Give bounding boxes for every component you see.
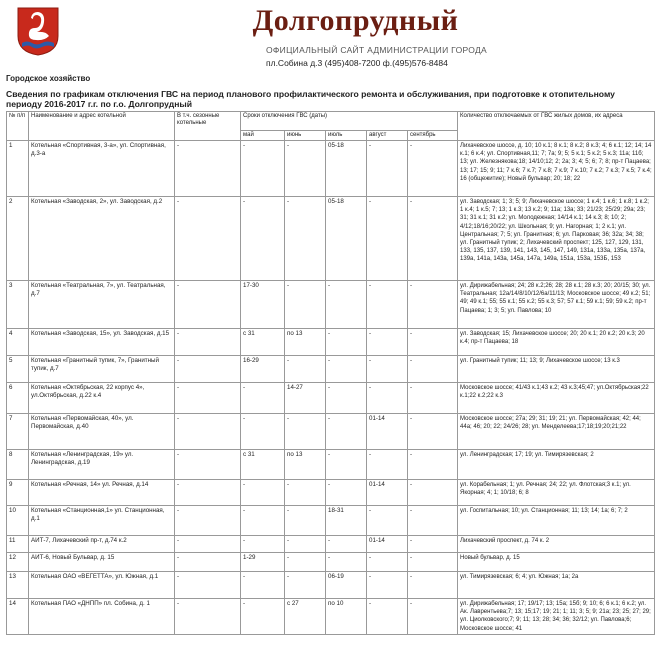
cell-seasonal: - [175,414,241,450]
table-row [7,599,655,635]
cell-may: - [241,572,285,599]
cell-sep: - [408,572,458,599]
cell-sep: - [408,281,458,329]
cell-buildings: Московское шоссе; 41/43 к.1;43 к.2; 43 к.3;45;47; ул.Октябрьская;22 к.1;22 к.2;22 к.3 [458,383,655,414]
cell-sep: - [408,480,458,506]
cell-jul: 05-18 [326,141,367,197]
cell-may: - [241,141,285,197]
cell-name: Котельная «Театральная, 7», ул. Театральная, д.7 [29,281,175,329]
cell-seasonal: - [175,281,241,329]
header-month: август [367,131,408,141]
cell-jun: - [285,281,326,329]
cell-jul: - [326,281,367,329]
header-num: № п/п [7,112,29,141]
table-row [7,197,655,281]
cell-name: Котельная «Заводская, 2», ул. Заводская, д.2 [29,197,175,281]
cell-name: Котельная «Ленинградская, 19» ул. Ленинградская, д.19 [29,450,175,480]
page-heading: Сведения по графикам отключения ГВС на период планового профилактического ремонта и обслуживания, при подготовке к отопительному периоду 2016-2017 г.г. по г.о. Долгопрудный [6,89,615,109]
cell-name: Котельная «Гранитный тупик, 7», Гранитный тупик, д.7 [29,356,175,383]
cell-seasonal: - [175,506,241,536]
cell-buildings: ул. Ленинградская; 17; 19; ул. Тимирязевская; 2 [458,450,655,480]
cell-aug: - [367,356,408,383]
cell-seasonal: - [175,383,241,414]
site-title[interactable]: Долгопрудный [252,4,459,37]
header-month: июль [326,131,367,141]
cell-jun: - [285,553,326,572]
cell-sep: - [408,356,458,383]
cell-aug: 01-14 [367,536,408,553]
cell-num: 6 [7,383,29,414]
cell-aug: - [367,197,408,281]
header-month: сентябрь [408,131,458,141]
cell-num: 1 [7,141,29,197]
cell-aug: 01-14 [367,414,408,450]
cell-seasonal: - [175,572,241,599]
cell-buildings: Новый бульвар, д. 15 [458,553,655,572]
cell-name: Котельная «Речная, 14» ул. Речная, д.14 [29,480,175,506]
cell-sep: - [408,599,458,635]
cell-num: 14 [7,599,29,635]
cell-num: 8 [7,450,29,480]
cell-buildings: ул. Госпитальная; 10; ул. Станционная; 11; 13; 14; 1а; 6; 7; 2 [458,506,655,536]
cell-sep: - [408,536,458,553]
cell-jun: - [285,572,326,599]
site-subtitle: ОФИЦИАЛЬНЫЙ САЙТ АДМИНИСТРАЦИИ ГОРОДА [266,45,488,55]
cell-seasonal: - [175,450,241,480]
cell-seasonal: - [175,356,241,383]
cell-seasonal: - [175,141,241,197]
cell-aug: - [367,572,408,599]
cell-aug: - [367,329,408,356]
cell-name: Котельная «Станционная,1» ул. Станционная, д.1 [29,506,175,536]
cell-name: АИТ-7, Лихачевский пр-т, д.74 к.2 [29,536,175,553]
cell-name: Котельная «Октябрьская, 22 корпус 4», ул.Октябрьская, д.22 к.4 [29,383,175,414]
cell-buildings: ул. Заводская; 1; 3; 5; 9; Лихачевское шоссе; 1 к.4; 1 к.6; 1 к.8; 1 к.2; 1 к.4; 1 к.5; 7; 13; 1 к.3; 13 к.2; 9; 11а; 13а; 33; 21/23; 25/29; 29а; 23; 31; 31 к.1; 31 к.2; ул. Молодежная; 14/14 к.1; 14 к.3; 8; 10; 2; 4/12;18/16;20/22; ул. Школьная; 9; ул. Нагорная; 1; 2 к.1; ул. Центральная; 7; 5; ул. Гранитная; 6; ул. Парковая; 36; 32а; 34; 38; ул. Гранитный тупик; 2; Лихачевский проспект; 125, 127, 129, 131, 133, 135, 137, 139, 141, 143, 145, 147, 149, 131а, 133а, 135а, 137а, 139а, 141а, 143а, 145а, 147а, 149а, 151а, 153а, 153Б, 153 [458,197,655,281]
cell-sep: - [408,329,458,356]
cell-name: Котельная ОАО «ВЕГЕТТА», ул. Южная, д.1 [29,572,175,599]
cell-jun: с 27 [285,599,326,635]
cell-seasonal: - [175,329,241,356]
cell-aug: - [367,506,408,536]
cell-num: 2 [7,197,29,281]
cell-jul: - [326,553,367,572]
cell-seasonal: - [175,599,241,635]
cell-jul: - [326,480,367,506]
table-row [7,506,655,536]
header-periods: Сроки отключения ГВС (даты) [241,112,458,131]
cell-sep: - [408,197,458,281]
cell-jul: - [326,383,367,414]
cell-jun: - [285,356,326,383]
table-row [7,572,655,599]
cell-sep: - [408,383,458,414]
cell-num: 10 [7,506,29,536]
cell-may: - [241,536,285,553]
table-header-row [7,112,655,131]
cell-buildings: ул. Дирижабельная; 17; 19/17; 13; 15а; 15б; 9; 10; 6; 6 к.1; 6 к.2; ул. Ак. Лаврентьева;7; 13; 15;17; 19; 21; 1; 11; 3; 5; 9; 21а; 23; 25; 27; 29; ул. Циолковского;7; 9; 11; 13; 28; 34; 36; 32/12; ул. Павлова;6; Московское шоссе; 41 [458,599,655,635]
cell-may: с 31 [241,450,285,480]
cell-seasonal: - [175,536,241,553]
cell-buildings: ул. Тимирязевская; 6; 4; ул. Южная; 1а; 2а [458,572,655,599]
header-buildings: Количество отключаемых от ГВС жилых домов, их адреса [458,112,655,141]
cell-name: Котельная «Спортивная, 3-а», ул. Спортивная, д.3-а [29,141,175,197]
cell-jul: - [326,356,367,383]
cell-num: 13 [7,572,29,599]
header-name: Наименование и адрес котельной [29,112,175,141]
cell-jun: - [285,414,326,450]
cell-name: Котельная «Заводская, 15», ул. Заводская, д.15 [29,329,175,356]
cell-num: 3 [7,281,29,329]
table-row [7,141,655,197]
cell-jun: - [285,197,326,281]
cell-sep: - [408,450,458,480]
cell-aug: - [367,383,408,414]
cell-jul: - [326,450,367,480]
header-month: июнь [285,131,326,141]
cell-may: - [241,414,285,450]
cell-sep: - [408,414,458,450]
cell-aug: - [367,599,408,635]
cell-seasonal: - [175,553,241,572]
cell-num: 7 [7,414,29,450]
cell-num: 9 [7,480,29,506]
cell-may: - [241,480,285,506]
table-row [7,383,655,414]
cell-may: 1-29 [241,553,285,572]
cell-buildings: ул. Дирижабельная; 24; 28 к.2;26; 28; 28 к.1; 28 к.3; 20; 20/15; 30; ул. Театральная; 12а/14/8/10/12/6а/11/13; Московское шоссе; 49 к.2; 51; 49; 49 к.1; 55; 55 к.1; 55 к.2; 55 к.3; 57; 57 к.1; 59 к.1; 59; 59 к.2; пр-т Пацаева; 1; 3; 5; ул. Павлова; 10 [458,281,655,329]
cell-sep: - [408,553,458,572]
cell-sep: - [408,141,458,197]
table-row [7,536,655,553]
cell-jun: по 13 [285,329,326,356]
cell-may: 16-29 [241,356,285,383]
section-title: Городское хозяйство [6,74,91,83]
table-row [7,480,655,506]
header-month: май [241,131,285,141]
cell-may: - [241,506,285,536]
table-row [7,281,655,329]
cell-buildings: Лихачевский проспект, д. 74 к. 2 [458,536,655,553]
cell-jun: - [285,506,326,536]
cell-aug: - [367,450,408,480]
cell-jun: - [285,536,326,553]
cell-aug: - [367,553,408,572]
cell-jul: 06-19 [326,572,367,599]
cell-buildings: Московское шоссе; 27а; 29; 31; 19; 21; ул. Первомайская; 42; 44; 44а; 46; 20; 22; 24/26; 28; ул. Менделеева;17;18;19;20;21;22 [458,414,655,450]
cell-jun: по 13 [285,450,326,480]
cell-jul: - [326,329,367,356]
cell-jul: 05-18 [326,197,367,281]
cell-buildings: ул. Корабельная; 1; ул. Речная; 24; 22; ул. Флотская;3 к.1; ул. Якорная; 4; 1; 10/18; 6; 8 [458,480,655,506]
cell-may: с 31 [241,329,285,356]
cell-name: Котельная ПАО «ДНПП» пл. Собина, д. 1 [29,599,175,635]
table-row [7,414,655,450]
cell-jul: 18-31 [326,506,367,536]
table-row [7,356,655,383]
cell-may: - [241,599,285,635]
cell-num: 4 [7,329,29,356]
cell-aug: 01-14 [367,480,408,506]
cell-may: - [241,383,285,414]
cell-may: - [241,197,285,281]
cell-name: АИТ-6, Новый Бульвар, д. 15 [29,553,175,572]
cell-sep: - [408,506,458,536]
cell-jun: 14-27 [285,383,326,414]
gvs-shutdown-table [6,111,655,635]
cell-name: Котельная «Первомайская, 40», ул. Первомайская, д.40 [29,414,175,450]
cell-jun: - [285,141,326,197]
cell-jul: - [326,536,367,553]
cell-seasonal: - [175,197,241,281]
table-row [7,329,655,356]
cell-may: 17-30 [241,281,285,329]
table-row [7,450,655,480]
cell-jun: - [285,480,326,506]
cell-num: 12 [7,553,29,572]
site-contacts: пл.Собина д.3 (495)408-7200 ф.(495)576-8484 [266,58,448,68]
cell-jul: - [326,414,367,450]
cell-seasonal: - [175,480,241,506]
cell-jul: по 10 [326,599,367,635]
table-body [7,141,655,635]
cell-aug: - [367,141,408,197]
header-seasonal: В т.ч. сезонные котельные [175,112,241,141]
table-row [7,553,655,572]
cell-buildings: ул. Гранитный тупик; 11; 13; 9; Лихачевское шоссе; 13 к.3 [458,356,655,383]
cell-num: 5 [7,356,29,383]
cell-buildings: Лихачевское шоссе, д. 10; 10 к.1; 8 к.1; 8 к.2; 8 к.3; 4; 6 к.1; 12; 14; 14 к.1; 6 к.4; ул. Спортивная,11; 7; 7а; 9; 5; 5 к.1; 5 к.2; 5 к.3; 11а; 11б; 13; ул. Железнякова;18; 14/10;12; 2; 2а; 3; 4; 5; 6; 7; 8; пр-т Пацаева; 13; 17; 15; 9; 11; 7 к.6; 7 к.7; 7 к.8; 7 к.9; 7 к.10; 7 к.2; 7 к.3; 7 к.5; 7 к.4; 16 (общежитие); Новый бульвар; 20; 18; 22 [458,141,655,197]
cell-buildings: ул. Заводская; 15; Лихачевское шоссе; 20; 20 к.1; 20 к.2; 20 к.3; 20 к.4; пр-т Пацаева; 18 [458,329,655,356]
cell-num: 11 [7,536,29,553]
cell-aug: - [367,281,408,329]
